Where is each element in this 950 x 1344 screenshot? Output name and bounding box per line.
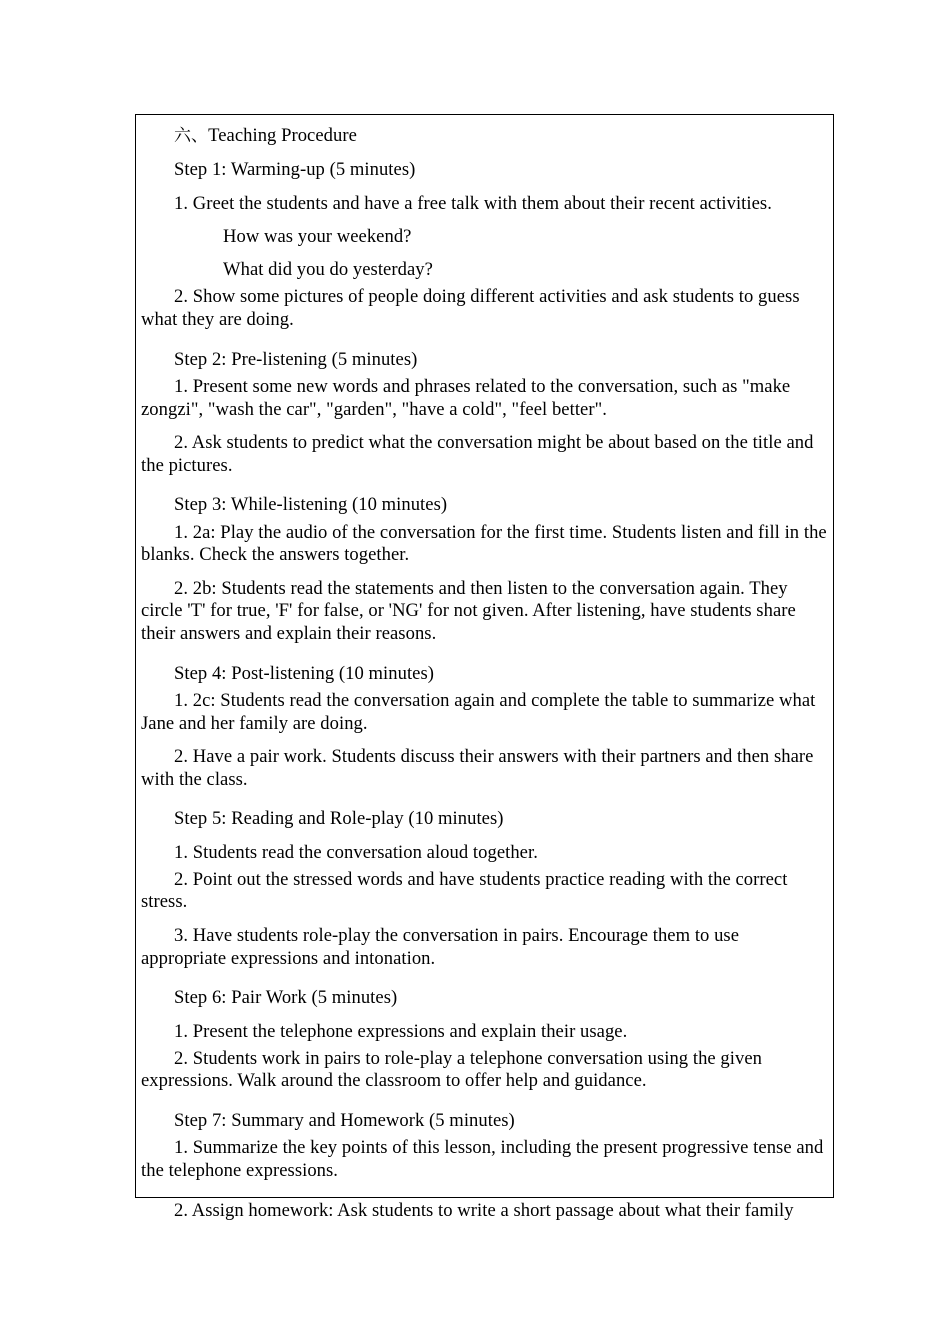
step-4-heading: Step 4: Post-listening (10 minutes) bbox=[174, 662, 434, 684]
step-7-item-2: 2. Assign homework: Ask students to write a short passage about what their family bbox=[174, 1199, 794, 1221]
teaching-procedure-table bbox=[135, 114, 834, 1221]
step-3-heading: Step 3: While-listening (10 minutes) bbox=[174, 494, 448, 516]
step-5-item-1: 1. Students read the conversation aloud together. bbox=[174, 841, 538, 863]
step-5-item-2: 2. Point out the stressed words and have students practice reading with the correct stress. bbox=[141, 868, 788, 913]
step-4-item-1: 1. 2c: Students read the conversation again and complete the table to summarize what Jane and her family are doing. bbox=[141, 689, 816, 734]
step-1-item-1: 1. Greet the students and have a free talk with them about their recent activities. bbox=[174, 192, 772, 214]
step-2-heading: Step 2: Pre-listening (5 minutes) bbox=[174, 348, 418, 370]
example-question-1: How was your weekend? bbox=[223, 225, 412, 247]
section-title: Teaching Procedure bbox=[208, 125, 357, 146]
step-5-heading: Step 5: Reading and Role-play (10 minutes) bbox=[174, 808, 504, 830]
step-6-item-1: 1. Present the telephone expressions and explain their usage. bbox=[174, 1020, 628, 1042]
step-4-item-2: 2. Have a pair work. Students discuss their answers with their partners and then share with the class. bbox=[141, 746, 814, 790]
step-7-heading: Step 7: Summary and Homework (5 minutes) bbox=[174, 1110, 515, 1132]
step-3-item-1: 1. 2a: Play the audio of the conversation for the first time. Students listen and fill in the blanks. Check the answers together. bbox=[141, 521, 827, 566]
section-ordinal: 六、 bbox=[174, 126, 209, 146]
step-1-item-2: 2. Show some pictures of people doing different activities and ask students to guess what they are doing. bbox=[141, 286, 800, 331]
step-2-item-2: 2. Ask students to predict what the conversation might be about based on the title and the pictures. bbox=[141, 432, 814, 476]
section-heading bbox=[141, 119, 827, 153]
example-question-2: What did you do yesterday? bbox=[223, 259, 433, 281]
step-5-item-3: 3. Have students role-play the conversation in pairs. Encourage them to use appropriate expressions and intonation. bbox=[141, 925, 740, 969]
step-1-heading: Step 1: Warming-up (5 minutes) bbox=[174, 159, 416, 181]
step-6-item-2: 2. Students work in pairs to role-play a telephone conversation using the given expressions. Walk around the classroom to offer help and guidance. bbox=[141, 1047, 762, 1092]
step-6-heading: Step 6: Pair Work (5 minutes) bbox=[174, 987, 398, 1009]
teaching-procedure-cell bbox=[136, 115, 833, 1227]
step-3-item-2: 2. 2b: Students read the statements and then listen to the conversation again. They circle 'T' for true, 'F' for false, or 'NG' for not given. After listening, have students share their answers and explain their reasons. bbox=[141, 577, 796, 645]
step-2-item-1: 1. Present some new words and phrases related to the conversation, such as "make zongzi", "wash the car", "garden", "have a cold", "feel better". bbox=[141, 375, 791, 420]
step-7-item-1: 1. Summarize the key points of this lesson, including the present progressive tense and the telephone expressions. bbox=[141, 1137, 824, 1181]
